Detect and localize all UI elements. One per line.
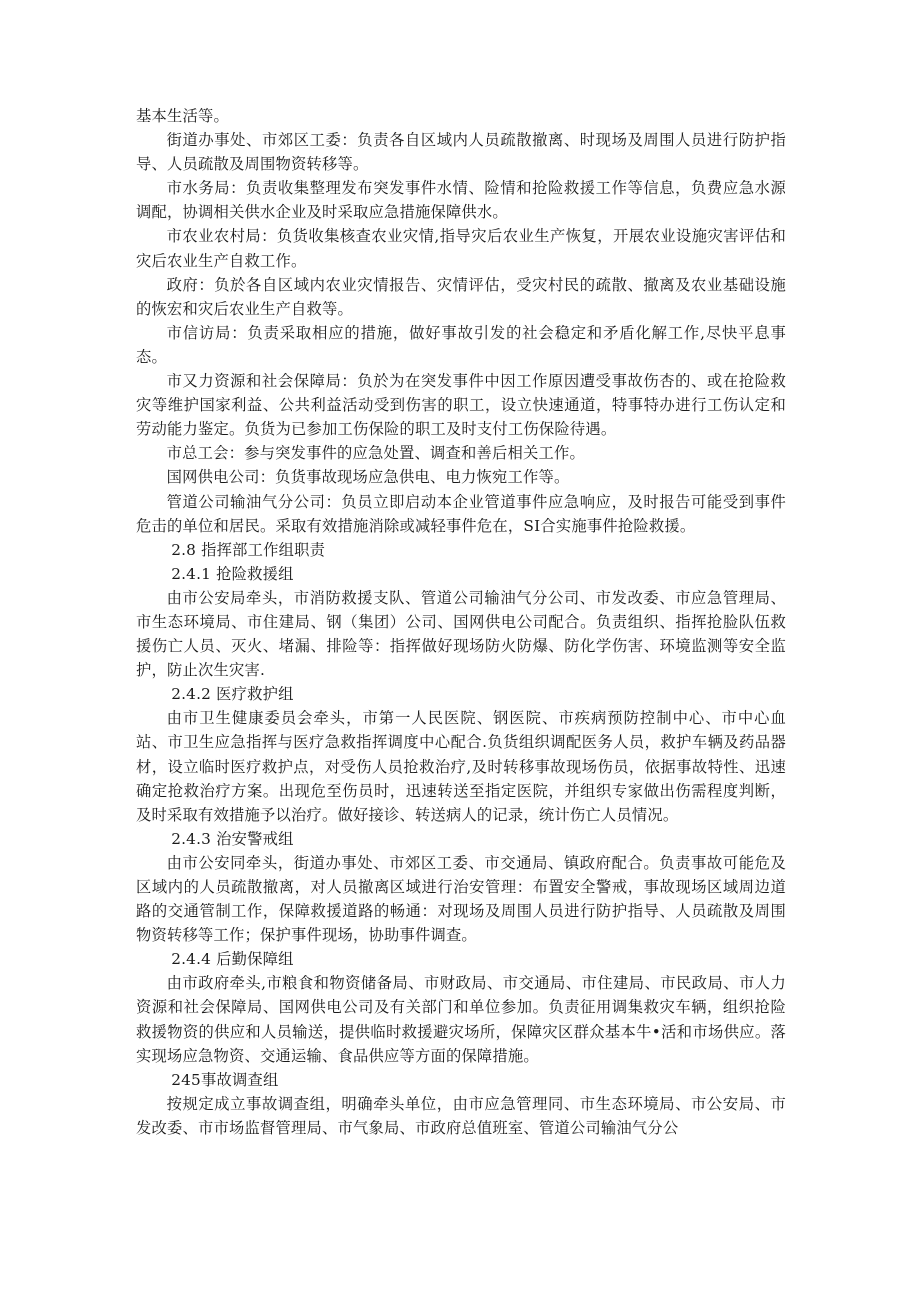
subsection-heading: 2.4.3 治安警戒组	[171, 829, 294, 848]
paragraph: 管道公司输油气分公司：负员立即启动本企业管道事件应急响应，及时报告可能受到事件危击的单位和居民。采取有效措施消除或减轻事件危在，SI合实施事件抢险救援。	[136, 492, 786, 535]
paragraph: 政府：负於各自区域内农业灾情报告、灾情评估，受灾村民的疏散、撤离及农业基础设施的恢宏和灾后农业生产自救等。	[136, 275, 786, 318]
paragraph: 由市公安同牵头，街道办事处、市郊区工委、市交通局、镇政府配合。负责事故可能危及区域内的人员疏散撤离，对人员撤离区域进行治安管理：布置安全警戒，事故现场区域周边道路的交通管制工作，保障救援道路的畅通：对现场及周围人员进行防护指导、人员疏散及周围物资转移等工作；保护事件现场，协助事件调查。	[136, 853, 786, 945]
paragraph: 由市卫生健康委员会牵头，市第一人民医院、钢医院、市疾病预防控制中心、市中心血站、市卫生应急指挥与医疗急救指挥调度中心配合.负货组织调配医务人员，救护车辆及药品器材，设立临时医疗救护点，对受伤人员抢救治疗,及时转移事故现场伤员，依据事故特性、迅速确定抢救治疗方案。出现危至伤员时，迅速转送至指定医院，并组织专家做出伤需程度判断，及时采取有效措施予以治疗。做好接诊、转送病人的记录，统计伤亡人员情况。	[136, 709, 786, 824]
paragraph: 市水务局：负责收集整理发布突发事件水情、险情和抢险救援工作等信息，负费应急水源调配，协调相关供水企业及时采取应急措施保障供水。	[136, 179, 786, 222]
paragraph: 市农业农村局：负货收集核查农业灾情,指导灾后农业生产恢复，开展农业设施灾害评估和灾后农业生产自救工作。	[136, 227, 786, 270]
paragraph: 基本生活等。	[136, 107, 229, 125]
document-page	[136, 104, 786, 1140]
subsection-heading: 2.4.2 医疗救护组	[171, 685, 294, 704]
subsection-heading: 2.4.4 后勤保障组	[171, 950, 294, 969]
subsection-heading: 245事故调查组	[171, 1070, 279, 1089]
paragraph: 市总工会：参与突发事件的应急处置、调查和善后相关工作。	[166, 444, 586, 463]
section-heading: 2.8 指挥部工作组职责	[171, 540, 326, 559]
paragraph: 按规定成立事故调查组，明确牵头单位，由市应急管理同、市生态环境局、市公安局、市发改委、市市场监督管理局、市气象局、市政府总值班室、管道公司输油气分公	[136, 1094, 786, 1137]
paragraph: 市信访局：负责采取相应的措施，做好事故引发的社会稳定和矛盾化解工作,尽快平息事态。	[136, 323, 786, 366]
paragraph: 市又力资源和社会保障局：负於为在突发事件中因工作原因遭受事故伤杏的、或在抢险救灾等维护国家利益、公共利益活动受到伤害的职工，设立快速通道，特事特办进行工伤认定和劳动能力鉴定。负货为已参加工伤保险的职工及时支付工伤保险待遇。	[136, 372, 786, 439]
paragraph: 由市公安局牵头，市消防救援支队、管道公司输油气分公司、市发改委、市应急管理局、市生态环境局、市住建局、钢（集团）公司、国网供电公司配合。负责组织、指挥抢脸队伍救援伤亡人员、灭火、堵漏、排险等：指挥做好现场防火防爆、防化学伤害、环境监测等安全监护，防止次生灾害.	[136, 588, 786, 680]
paragraph: 街道办事处、市郊区工委：负责各自区域内人员疏散撤离、时现场及周围人员进行防护指导、人员疏散及周围物资转移等。	[136, 131, 786, 174]
paragraph: 国网供电公司：负货事故现场应急供电、电力恢宛工作等。	[166, 468, 570, 487]
subsection-heading: 2.4.1 抢险救援组	[171, 564, 294, 583]
paragraph: 由市政府牵头,市粮食和物资储备局、市财政局、市交通局、市住建局、市民政局、市人力资源和社会保障局、国网供电公司及有关部门和单位参加。负责征用调集救灾车辆，组织抢险救援物资的供应和人员输送，提供临时救援避灾场所，保障灾区群众基本牛•活和市场供应。落实现场应急物资、交通运输、食品供应等方面的保障措施。	[136, 974, 786, 1065]
